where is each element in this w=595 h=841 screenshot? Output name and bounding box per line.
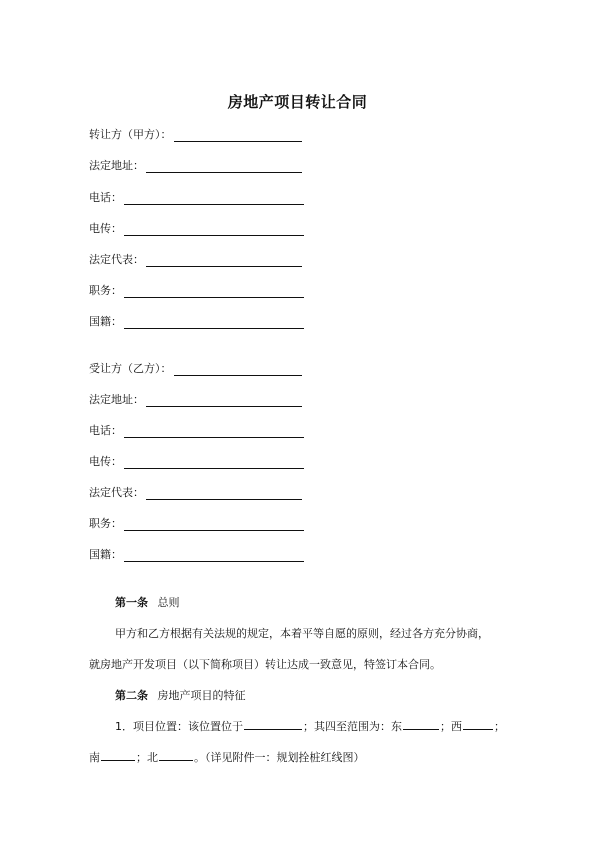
party-b-telex-label: 电传： xyxy=(89,455,122,468)
party-b-address-blank[interactable] xyxy=(146,394,302,407)
party-a-position-label: 职务： xyxy=(89,284,122,297)
article-2-item-1-line-1 xyxy=(115,718,505,734)
party-a-address-blank[interactable] xyxy=(146,160,302,173)
north-boundary-blank[interactable] xyxy=(159,749,193,761)
article-1-line-1: 甲方和乙方根据有关法规的规定，本着平等自愿的原则，经过各方充分协商， xyxy=(115,627,489,640)
article-2-item-1-line-2 xyxy=(89,749,365,765)
party-a-phone-field xyxy=(89,187,304,205)
party-a-nationality-field xyxy=(89,311,304,329)
item-1-line-end: ； xyxy=(494,720,505,733)
item-1-annex-note: 。（详见附件一：规划拴桩红线图） xyxy=(194,751,365,764)
item-1-west-label: ；西 xyxy=(440,720,462,733)
party-b-phone-field xyxy=(89,420,304,438)
article-1-heading xyxy=(115,594,180,610)
party-b-heading-label: 受让方（乙方）： xyxy=(89,362,172,375)
party-a-nationality-blank[interactable] xyxy=(124,316,304,329)
party-a-representative-label: 法定代表： xyxy=(89,253,144,266)
party-b-address-label: 法定地址： xyxy=(89,393,144,406)
party-b-telex-field xyxy=(89,451,304,469)
east-boundary-blank[interactable] xyxy=(403,718,439,730)
party-a-position-blank[interactable] xyxy=(124,285,304,298)
party-a-address-field xyxy=(89,155,302,173)
party-b-heading-field xyxy=(89,358,302,376)
party-a-position-field xyxy=(89,280,304,298)
party-a-name-blank[interactable] xyxy=(174,129,302,142)
party-a-heading-field xyxy=(89,124,302,142)
location-blank[interactable] xyxy=(244,718,302,730)
south-boundary-blank[interactable] xyxy=(101,749,135,761)
party-a-telex-blank[interactable] xyxy=(124,223,304,236)
party-b-nationality-blank[interactable] xyxy=(124,549,304,562)
party-a-address-label: 法定地址： xyxy=(89,159,144,172)
party-b-position-blank[interactable] xyxy=(124,518,304,531)
party-b-phone-blank[interactable] xyxy=(124,425,304,438)
article-2-name: 房地产项目的特征 xyxy=(157,689,246,702)
party-b-telex-blank[interactable] xyxy=(124,456,304,469)
party-b-representative-blank[interactable] xyxy=(146,487,302,500)
party-b-representative-field xyxy=(89,482,302,500)
party-b-nationality-label: 国籍： xyxy=(89,548,122,561)
party-b-position-field xyxy=(89,513,304,531)
party-a-phone-label: 电话： xyxy=(89,191,122,204)
party-b-address-field xyxy=(89,389,302,407)
article-2-number: 第二条 xyxy=(115,689,148,702)
item-1-south-label: 南 xyxy=(89,751,100,764)
party-a-nationality-label: 国籍： xyxy=(89,315,122,328)
party-a-heading-label: 转让方（甲方）： xyxy=(89,128,172,141)
item-1-location-label: 1．项目位置：该位置位于 xyxy=(115,720,243,733)
west-boundary-blank[interactable] xyxy=(463,718,493,730)
party-a-representative-blank[interactable] xyxy=(146,254,302,267)
item-1-east-label: ；其四至范围为：东 xyxy=(303,720,402,733)
document-title: 房地产项目转让合同 xyxy=(227,93,368,111)
party-a-telex-label: 电传： xyxy=(89,222,122,235)
party-a-telex-field xyxy=(89,218,304,236)
article-2-heading xyxy=(115,687,246,703)
party-b-representative-label: 法定代表： xyxy=(89,486,144,499)
party-b-position-label: 职务： xyxy=(89,517,122,530)
article-1-line-2: 就房地产开发项目（以下简称项目）转让达成一致意见，特签订本合同。 xyxy=(89,658,441,671)
party-a-phone-blank[interactable] xyxy=(124,192,304,205)
party-b-phone-label: 电话： xyxy=(89,424,122,437)
party-a-representative-field xyxy=(89,249,302,267)
item-1-north-label: ；北 xyxy=(136,751,158,764)
article-1-name: 总则 xyxy=(157,596,180,609)
party-b-name-blank[interactable] xyxy=(174,363,302,376)
party-b-nationality-field xyxy=(89,544,304,562)
article-1-number: 第一条 xyxy=(115,596,148,609)
